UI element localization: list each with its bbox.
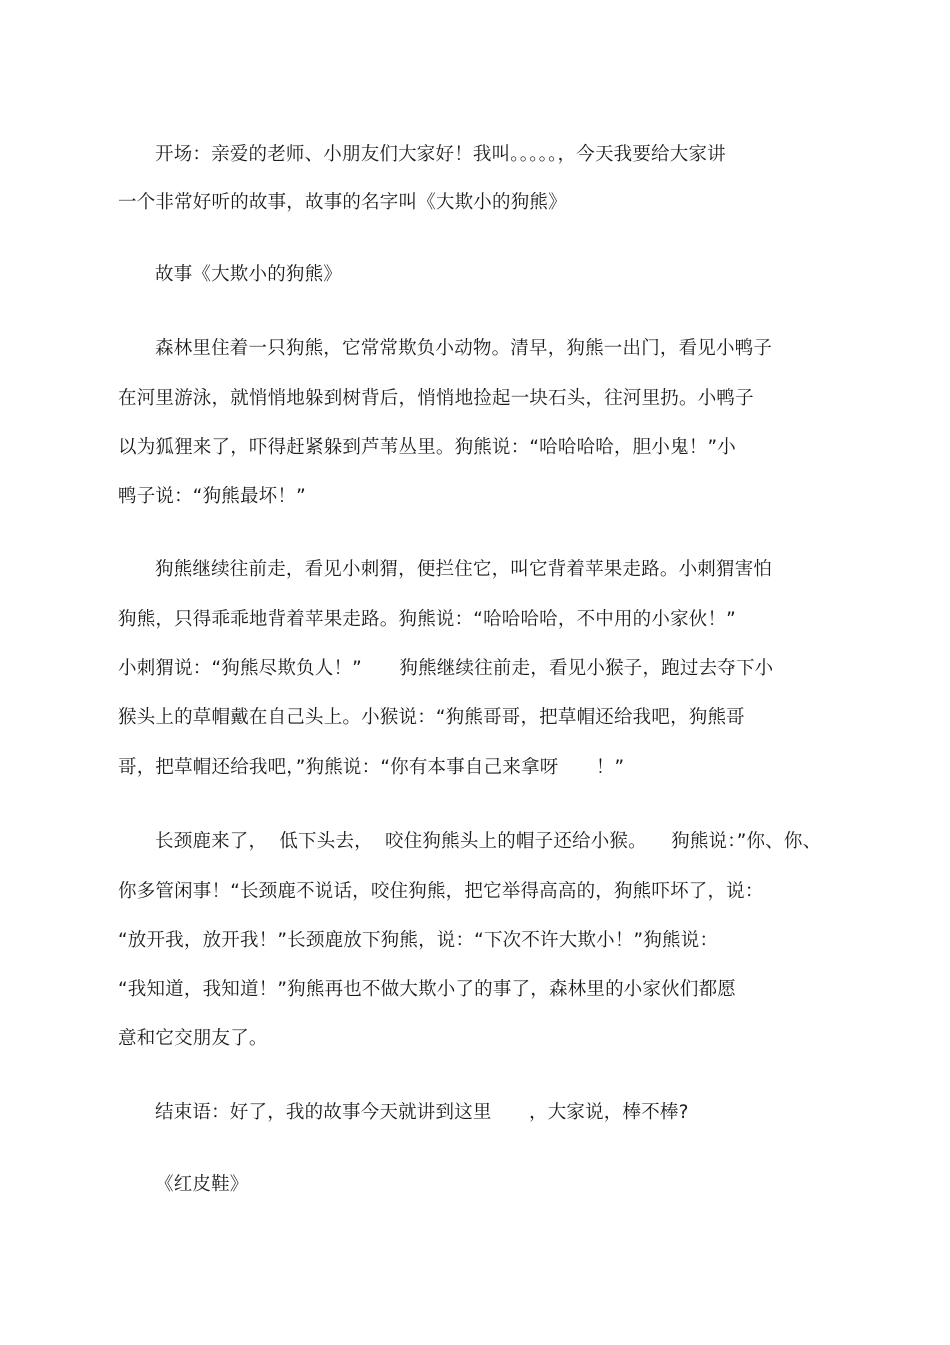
paragraph3-line-2: 你多管闲事！“长颈鹿不说话，咬住狗熊，把它举得高高的，狗熊吓坏了，说：	[118, 881, 764, 902]
paragraph1-line-3: 以为狐狸来了，吓得赶紧躲到芦苇丛里。狗熊说：“哈哈哈哈，胆小鬼！”小	[118, 437, 736, 458]
paragraph2-line-4: 猴头上的草帽戴在自己头上。小猴说：“狗熊哥哥，把草帽还给我吧，狗熊哥	[118, 707, 745, 728]
next-story-title: 《红皮鞋》	[155, 1174, 249, 1195]
paragraph1-line-1: 森林里住着一只狗熊，它常常欺负小动物。清早，狗熊一出门，看见小鸭子	[155, 338, 773, 359]
paragraph3-line-5: 意和它交朋友了。	[118, 1028, 268, 1049]
paragraph3-line-1: 长颈鹿来了， 低下头去， 咬住狗熊头上的帽子还给小猴。 狗熊说：”你、你、	[155, 831, 822, 852]
paragraph2-line-5: 哥，把草帽还给我吧，”狗熊说：“你有本事自己来拿呀 ！”	[118, 757, 625, 778]
closing-line: 结束语：好了，我的故事今天就讲到这里 ，大家说，棒不棒?	[155, 1102, 689, 1123]
intro-line-1: 开场：亲爱的老师、小朋友们大家好！我叫。。。。。，今天我要给大家讲	[155, 144, 726, 165]
story-title: 故事《大欺小的狗熊》	[155, 264, 343, 285]
paragraph2-line-2: 狗熊，只得乖乖地背着苹果走路。狗熊说：“哈哈哈哈，不中用的小家伙！”	[118, 609, 736, 630]
paragraph2-line-1: 狗熊继续往前走，看见小刺猬，便拦住它，叫它背着苹果走路。小刺猬害怕	[155, 559, 773, 580]
intro-line-2: 一个非常好听的故事，故事的名字叫《大欺小的狗熊》	[118, 192, 567, 213]
paragraph3-line-3: “放开我，放开我！”长颈鹿放下狗熊，说：“下次不许大欺小！”狗熊说：	[118, 930, 719, 951]
paragraph3-line-4: “我知道，我知道！”狗熊再也不做大欺小了的事了，森林里的小家伙们都愿	[118, 979, 736, 1000]
paragraph1-line-2: 在河里游泳，就悄悄地躲到树背后，悄悄地捡起一块石头，往河里扔。小鸭子	[118, 388, 754, 409]
paragraph1-line-4: 鸭子说：“狗熊最坏！”	[118, 486, 306, 507]
paragraph2-line-3: 小刺猬说：“狗熊尽欺负人！” 狗熊继续往前走，看见小猴子，跑过去夺下小	[118, 658, 774, 679]
